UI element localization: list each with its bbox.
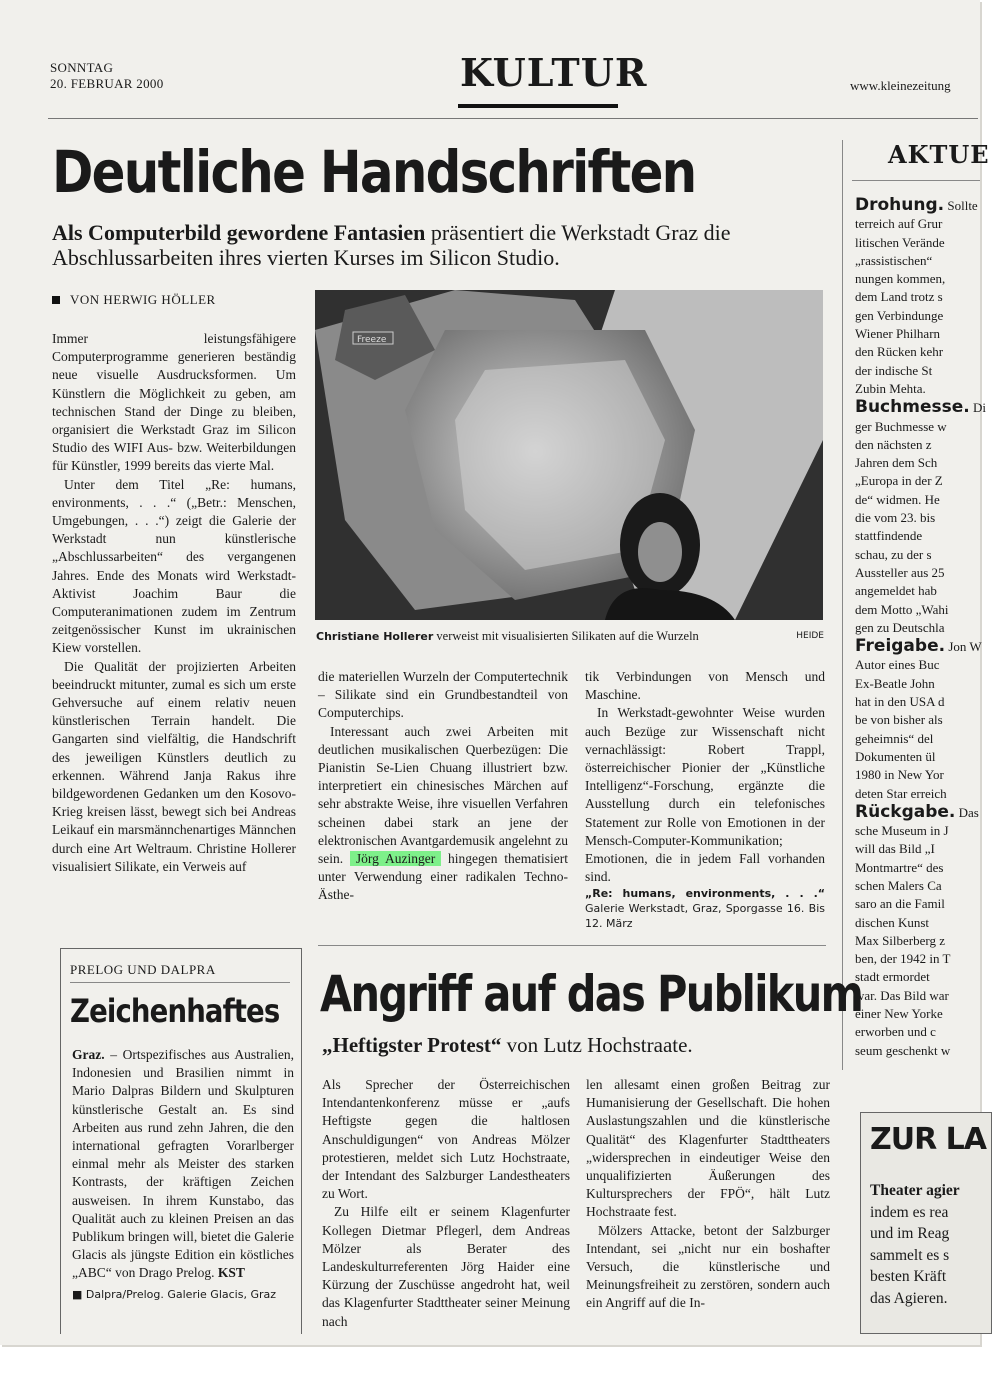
sidebar-line xyxy=(855,491,973,509)
sidebar-title: AKTUE xyxy=(888,140,990,169)
sidebar-line xyxy=(855,362,973,380)
sidebar-text: hat in den USA d xyxy=(855,694,945,710)
sidebar-text: stattfindende xyxy=(855,528,923,544)
sidebar-text: den Rücken kehr xyxy=(855,344,944,360)
sidebar-line xyxy=(855,914,973,932)
sidebar-text: angemeldet hab xyxy=(855,583,937,599)
sidebar-text: sche Museum in J xyxy=(855,823,949,839)
lead-column-1 xyxy=(52,330,296,876)
caption-text: verweist mit visualisierten Silikaten auf die Wurzeln xyxy=(433,629,699,643)
sidebar-line xyxy=(855,748,973,766)
sidebar-text: Di xyxy=(969,400,986,416)
sidebar-line xyxy=(855,766,973,784)
sidebar-text: Ex-Beatle John xyxy=(855,675,935,691)
sidebar-line xyxy=(855,472,973,490)
section-rule xyxy=(458,104,618,108)
sidebar-line xyxy=(855,1042,973,1060)
box-author: KST xyxy=(217,1265,245,1281)
article-divider xyxy=(318,945,826,946)
sidebar-line xyxy=(855,822,973,840)
lead-subhead-bold: Als Computerbild gewordene Fantasien xyxy=(52,220,426,245)
photo-caption xyxy=(316,628,824,645)
sidebar-text: deten Star erreich xyxy=(855,785,947,801)
sidebar-text: will das Bild „I xyxy=(855,841,935,857)
lead-column-3 xyxy=(585,668,825,931)
sidebar-line xyxy=(855,343,973,361)
section-title: KULTUR xyxy=(460,50,648,95)
sidebar-text: Jahren dem Sch xyxy=(855,455,938,471)
sidebar-text: Wiener Philharn xyxy=(855,326,941,342)
sidebar-text: einer New Yorke xyxy=(855,1006,943,1022)
sidebar-line xyxy=(855,234,973,252)
sidebar-line xyxy=(855,418,973,436)
commentary-text-line: indem es rea xyxy=(870,1203,949,1221)
sidebar-keyword: Rückgabe. xyxy=(855,801,956,822)
sidebar-text: gen zu Deutschla xyxy=(855,619,945,635)
byline-square-icon xyxy=(52,296,60,304)
lead-column-2 xyxy=(318,668,568,905)
issue-day: SONNTAG xyxy=(50,60,114,75)
sidebar-line xyxy=(855,693,973,711)
second-subhead-rest: von Lutz Hochstraate. xyxy=(501,1033,693,1057)
box-paragraph xyxy=(72,1046,294,1283)
sidebar-text: dischen Kunst xyxy=(855,914,930,930)
sidebar-keyword: Drohung. xyxy=(855,195,945,215)
commentary-text-line: und im Reag xyxy=(870,1225,950,1242)
sidebar-text: erworben und c xyxy=(855,1024,936,1040)
sidebar-line xyxy=(855,895,973,913)
photo-credit: HEIDE xyxy=(796,631,824,641)
sidebar-line xyxy=(855,252,973,270)
sidebar-text: dem Motto „Wahi xyxy=(855,601,949,617)
sidebar-text: Sollte xyxy=(944,198,978,213)
sidebar-line xyxy=(855,1005,973,1023)
sidebar-line xyxy=(855,270,973,288)
sidebar-text: Jon W xyxy=(945,639,982,655)
lead-subhead-rest: präsentiert die Werkstadt Graz die Abschlussarbeiten ihres vierten Kurses im Silicon Studio. xyxy=(52,220,731,270)
box-kicker: PRELOG UND DALPRA xyxy=(70,962,216,977)
sidebar-text: „rassistischen“ xyxy=(855,252,933,268)
caption-name: Christiane Hollerer xyxy=(316,630,434,643)
byline xyxy=(52,292,216,308)
sidebar-text: stadt ermordet xyxy=(855,969,930,985)
sidebar-text: Autor eines Buc xyxy=(855,657,940,673)
sidebar-text: Max Silberberg z xyxy=(855,932,946,948)
paragraph-text: Interessant auch zwei Arbeiten mit deutlichen musikalischen Querbezügen: Die Pianistin Se-Lien Chuang illustriert bzw. interpretiert ein chinesisches Märchen auf sehr abstrakte Weise, ihre visuellen Verfahren scheinen dabei stark an jene der elektronischen Avantgardemusik angelehnt zu sein. xyxy=(318,723,568,867)
second-subhead xyxy=(322,1033,693,1058)
sidebar-line xyxy=(855,288,973,306)
sidebar-text: der indische St xyxy=(855,362,933,378)
commentary-bold: Theater agier xyxy=(870,1182,960,1199)
sidebar-text: schen Malers Ca xyxy=(855,877,942,893)
sidebar-text: geheimnis“ del xyxy=(855,730,934,746)
sidebar-line xyxy=(855,656,973,674)
byline-text: VON HERWIG HÖLLER xyxy=(70,292,216,307)
photo-label: Freeze xyxy=(357,335,387,345)
sidebar-text: die vom 23. bis xyxy=(855,510,936,526)
sidebar-line xyxy=(855,636,982,657)
sidebar-line xyxy=(855,785,973,803)
sidebar-line xyxy=(855,215,973,233)
commentary-line xyxy=(870,1266,980,1288)
website-url: www.kleinezeitung xyxy=(850,78,951,93)
commentary-text-line: sammelt es s xyxy=(870,1246,950,1264)
lead-paragraph: Die Qualität der projizierten Arbeiten beeindruckt mitunter, zumal es sich um erste Gehversuche auf einem relativ neuen künstlerischen Terrain handelt. Die Gangarten sind vielfältig, die Handschrift des jeweiligen Künstlers deutlich zu erkennen. Während Janja Rakus ihre bildgewordenen Gedanken um den Kosovo-Krieg kreisen lässt, bewegt sich bei Andreas Leikauf ein marsmännchenartiges Männchen durch eine Art Weltraum. Christine Hollerer visualisiert Silikate, ein Verweis auf xyxy=(52,658,296,874)
sidebar-line xyxy=(855,527,973,545)
sidebar-text: terreich auf Grur xyxy=(855,216,943,232)
sidebar-text: ben, der 1942 in T xyxy=(855,951,951,967)
sidebar-line xyxy=(855,711,973,729)
sidebar-text: schau, zu der s xyxy=(855,546,932,562)
sidebar-text: gen Verbindunge xyxy=(855,307,944,323)
paragraph-text: hingegen thematisiert unter Verwendung einer radikalen Techno-Ästhe- xyxy=(318,851,569,903)
sidebar-keyword: Freigabe. xyxy=(855,636,946,657)
sidebar-text: dem Land trotz s xyxy=(855,289,943,305)
sidebar-text: saro an die Famil xyxy=(855,896,945,912)
info-title: „Re: humans, environments, . . .“ xyxy=(585,887,825,901)
sidebar-keyword: Buchmesse. xyxy=(855,397,970,418)
sidebar-line xyxy=(855,601,973,619)
commentary-line xyxy=(870,1245,980,1267)
box-article-body xyxy=(72,1046,294,1331)
sidebar-line xyxy=(855,968,973,986)
second-headline: Angriff auf das Publikum xyxy=(320,965,863,1023)
box-footer: ■ Dalpra/Prelog. Galerie Glacis, Graz xyxy=(72,1287,276,1301)
sidebar-line xyxy=(855,877,973,895)
lead-subhead xyxy=(52,220,832,270)
sidebar-line xyxy=(855,454,973,472)
sidebar-text: seum geschenkt w xyxy=(855,1042,951,1058)
commentary-line xyxy=(870,1223,980,1245)
commentary-text-line: besten Kräft xyxy=(870,1268,947,1285)
sidebar-text: Montmartre“ des xyxy=(855,859,944,875)
sidebar-text: nungen kommen, xyxy=(855,271,946,287)
sidebar-line xyxy=(855,325,973,343)
second-paragraph: Zu Hilfe eilt er seinem Klagenfurter Kollegen Dietmar Pflegerl, dem Andreas Mölzer als Berater des Landeskulturreferenten Jörg Haider eine Kürzung der Zuschüsse angedroht hat, weil das Klagenfurter Stadttheater seiner Meinung nach xyxy=(322,1204,570,1329)
sidebar-text: Das xyxy=(955,804,979,820)
issue-date xyxy=(50,60,164,92)
sidebar-line xyxy=(855,380,973,398)
sidebar-news xyxy=(855,195,986,1086)
second-paragraph: Mölzers Attacke, betont der Salzburger Intendant, sei „nicht nur ein boshafter Versuch, die künstlerische und Meinungsfreiheit zu zerstören, sondern auch ein Angriff auf die In- xyxy=(586,1222,830,1311)
box-place: Graz. xyxy=(72,1047,105,1062)
box-headline: Zeichenhaftes xyxy=(70,992,280,1030)
sidebar-line xyxy=(855,801,979,822)
highlighted-name: Jörg Auzinger xyxy=(350,851,441,866)
column-divider xyxy=(842,140,843,1070)
issue-date-text: 20. FEBRUAR 2000 xyxy=(50,76,164,91)
sidebar-line xyxy=(855,840,973,858)
second-subhead-bold: „Heftigster Protest“ xyxy=(322,1033,502,1057)
sidebar-text: litischen Verände xyxy=(855,234,945,250)
sidebar-line xyxy=(855,564,973,582)
sidebar-text: Zubin Mehta. xyxy=(855,380,926,396)
lead-paragraph: die materiellen Wurzeln der Computertechnik – Silikate sind ein Grundbestandteil von Computerchips. xyxy=(318,669,568,721)
sidebar-text: war. Das Bild war xyxy=(855,987,949,1003)
exhibition-info xyxy=(585,886,825,931)
lead-paragraph: Unter dem Titel „Re: humans, environments, . . .“ („Betr.: Menschen, Umgebungen, . . .“) zeigt die Galerie der Werkstadt nun künstlerische „Abschlussarbeiten“ des vergangenen Jahres. Ende des Monats wird Werkstadt-Aktivist Joachim Baur die Computeranimationen zudem im Zentrum zeitgenössischer Kunst im ukrainischen Kiew vorstellen. xyxy=(52,476,296,656)
second-column-2 xyxy=(586,1076,830,1328)
sidebar-text: be von bisher als xyxy=(855,712,943,728)
sidebar-line xyxy=(855,546,973,564)
lead-paragraph: Immer leistungsfähigere Computerprogramme generieren beständig neue visuelle Ausdrucksformen. Um Künstlern die Möglichkeit zu geben, am technischen Stand der Dinge zu bleiben, organisiert die Werkstadt Graz im Silicon Studio des WIFI Aus- bzw. Weiterbildungen für Künstler, 1999 bereits das vierte Mal. xyxy=(52,331,296,474)
sidebar-line xyxy=(855,730,973,748)
second-column-1 xyxy=(322,1076,570,1328)
sidebar-text: „Europa in der Z xyxy=(855,473,943,489)
lead-paragraph xyxy=(318,723,568,905)
sidebar-text: ger Buchmesse w xyxy=(855,418,947,434)
commentary-text xyxy=(870,1180,980,1309)
article-photo xyxy=(315,290,823,620)
sidebar-text: de“ widmen. He xyxy=(855,491,940,507)
box-text: – Ortspezifisches aus Australien, Indonesien und Brasilien nimmt in Mario Dalpras Bildern und Skulpturen künstlerische Gestalt an. Es sind Arbeiten aus rund zehn Jahren, die den international gefragten Vorarlberger einmal mehr als Meister des starken Kontrasts, der kräftigen Zeichen ausweisen. In ihrem Kunstabo, das Qualität auch zu kleinen Preisen an das Publikum bringen will, bietet die Galerie Glacis als jüngste Edition ein köstliches „ABC“ von Drago Prelog. xyxy=(72,1047,294,1281)
sidebar-text: den nächsten z xyxy=(855,436,932,452)
lead-paragraph: tik Verbindungen von Mensch und Maschine. xyxy=(585,669,825,703)
sidebar-line xyxy=(855,859,973,877)
sidebar-line xyxy=(855,987,973,1005)
sidebar-text: Aussteller aus 25 xyxy=(855,564,945,580)
header-divider xyxy=(48,118,978,119)
sidebar-line xyxy=(855,582,973,600)
sidebar-text: Dokumenten ül xyxy=(855,748,936,764)
sidebar-text: 1980 in New Yor xyxy=(855,767,944,783)
sidebar-line xyxy=(855,307,973,325)
silicate-artwork-image xyxy=(315,290,823,620)
sidebar-rule xyxy=(852,180,980,181)
sidebar-line xyxy=(855,932,973,950)
box-kicker-rule xyxy=(70,982,290,983)
commentary-line xyxy=(870,1202,980,1224)
commentary-headline: ZUR LA xyxy=(870,1122,986,1157)
sidebar-line xyxy=(855,509,973,527)
second-paragraph: Als Sprecher der Österreichischen Intendantenkonferenz müsse er „aufs Heftigste gegen die haltlosen Anschuldigungen“ von Andreas Mölzer protestieren, meldet sich Lutz Hochstraate, der Intendant des Salzburger Landestheaters zu Wort. xyxy=(322,1077,570,1202)
commentary-line xyxy=(870,1180,980,1202)
sidebar-line xyxy=(855,436,973,454)
commentary-text-line: das Agieren. xyxy=(870,1289,948,1307)
sidebar-line xyxy=(855,950,973,968)
second-paragraph: len allesamt einen großen Beitrag zur Humanisierung der Gesellschaft. Die hohen Auslastungszahlen und die künstlerische Qualität“ des Klagenfurter Stadttheaters „widersprechen in eindeutiger Weise den unqualifizierten Äußerungen des Kultursprechers der FPÖ“, hält Lutz Hochstraate fest. xyxy=(586,1077,830,1220)
info-details: Galerie Werkstadt, Graz, Sporgasse 16. Bis 12. März xyxy=(585,902,825,931)
lead-paragraph: In Werkstadt-gewohnter Weise wurden auch Bezüge zur Wissenschaft nicht vernachlässigt: Robert Trappl, österreichischer Pionier der „Künstliche Intelligenz“-Forschung, ergänzte die Ausstellung durch ein telefonisches Statement zur Rolle von Emotionen in der Mensch-Computer-Kommunikation; Emotionen, die in jedem Fall vorhanden sind. xyxy=(585,705,825,885)
sidebar-line xyxy=(855,397,986,418)
sidebar-line xyxy=(855,619,973,637)
sidebar-line xyxy=(855,675,973,693)
lead-headline: Deutliche Handschriften xyxy=(52,138,696,206)
commentary-line xyxy=(870,1288,980,1310)
sidebar-line xyxy=(855,195,978,215)
sidebar-line xyxy=(855,1023,973,1041)
